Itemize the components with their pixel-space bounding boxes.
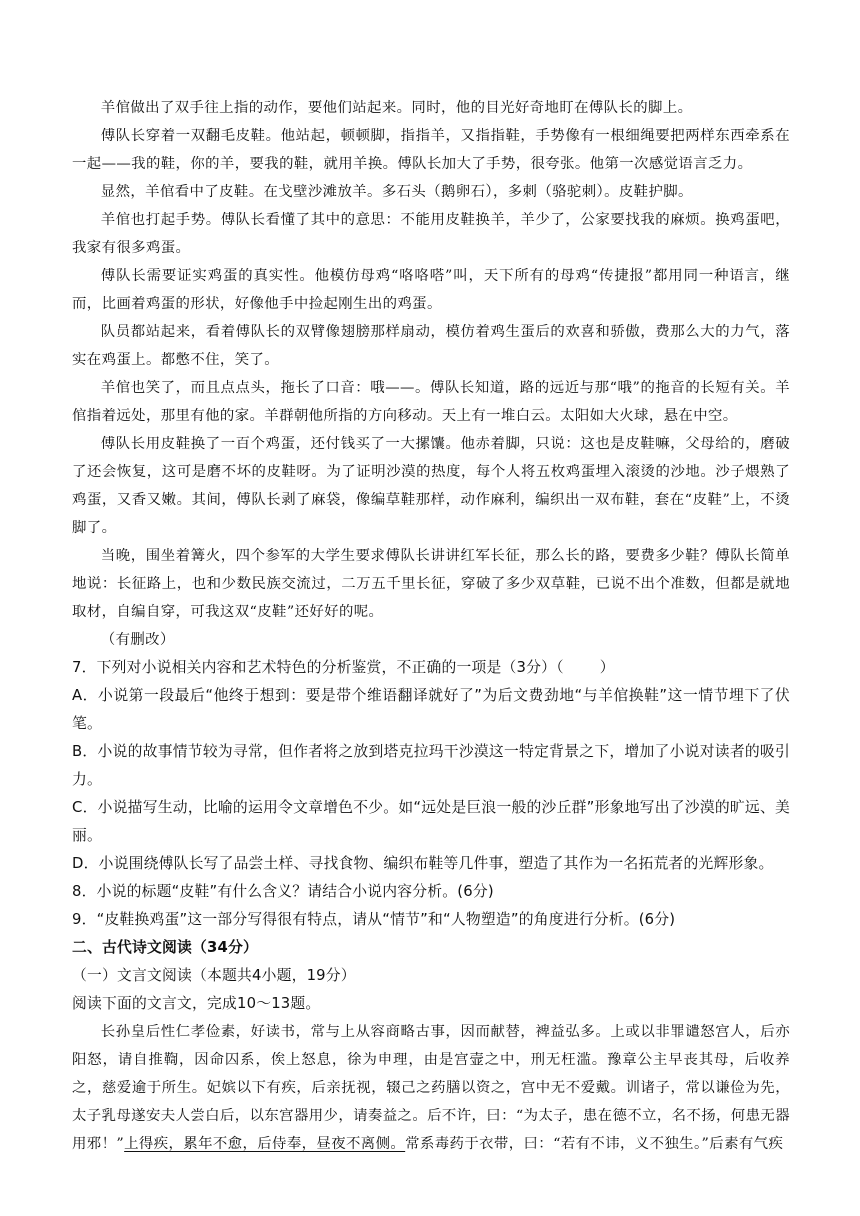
question-7-option-b: B．小说的故事情节较为寻常，但作者将之放到塔克拉玛干沙漠这一特定背景之下，增加了小说对读者的吸引力。 <box>72 743 790 788</box>
question-7-stem-text: 7．下列对小说相关内容和艺术特色的分析鉴赏，不正确的一项是（3分）（ <box>72 659 564 676</box>
story-paragraph: 傅队长穿着一双翻毛皮鞋。他站起，顿顿脚，指指羊，又指指鞋，手势像有一根细绳要把两样东西牵系在一起——我的鞋，你的羊，要我的鞋，就用羊换。傅队长加大了手势，很夸张。他第一次感觉语言乏力。 <box>72 128 790 172</box>
page <box>72 94 790 1158</box>
story-paragraph: 显然，羊倌看中了皮鞋。在戈壁沙滩放羊。多石头（鹅卵石），多刺（骆驼刺）。皮鞋护脚。 <box>100 184 693 200</box>
underlined-sentence: 上得疾，累年不愈，后侍奉，昼夜不离侧。 <box>124 1136 406 1152</box>
classical-text-after: 常系毒药于衣带，曰：“若有不讳，义不独生。”后素有气疾 <box>405 1136 784 1152</box>
question-7-option-a: A．小说第一段最后“他终于想到：要是带个维语翻译就好了”为后文费劲地“与羊倌换鞋”这一情节埋下了伏笔。 <box>72 687 790 732</box>
question-7-stem <box>72 654 790 682</box>
section-classical <box>72 934 790 1018</box>
story-paragraph: 当晚，围坐着篝火，四个参军的大学生要求傅队长讲讲红军长征，那么长的路，要费多少鞋？傅队长简单地说：长征路上，也和少数民族交流过，二万五千里长征，穿破了多少双草鞋，已说不出个准数，但都是就地取材，自编自穿，可我这双“皮鞋”还好好的呢。 <box>72 548 790 620</box>
story-paragraph: 羊倌做出了双手往上指的动作，要他们站起来。同时，他的目光好奇地盯在傅队长的脚上。 <box>100 100 693 116</box>
question-7-option-d: D．小说围绕傅队长写了品尝土样、寻找食物、编织布鞋等几件事，塑造了其作为一名拓荒者的光辉形象。 <box>72 855 774 872</box>
source-note: （有删改） <box>100 632 175 648</box>
question-9: 9．“皮鞋换鸡蛋”这一部分写得很有特点，请从“情节”和“人物塑造”的角度进行分析。(6分) <box>72 911 676 928</box>
story-paragraph: 傅队长需要证实鸡蛋的真实性。他模仿母鸡“咯咯嗒”叫，天下所有的母鸡“传捷报”都用同一种语言，继而，比画着鸡蛋的形状，好像他手中捡起刚生出的鸡蛋。 <box>72 268 790 312</box>
section-instruction: 阅读下面的文言文，完成10～13题。 <box>72 995 321 1012</box>
story-paragraph: 队员都站起来，看着傅队长的双臂像翅膀那样扇动，模仿着鸡生蛋后的欢喜和骄傲，费那么大的力气，落实在鸡蛋上。都憋不住，笑了。 <box>72 324 790 368</box>
classical-passage <box>72 1018 790 1158</box>
classical-paragraph <box>72 1018 790 1158</box>
story-paragraph: 傅队长用皮鞋换了一百个鸡蛋，还付钱买了一大摞馕。他赤着脚，只说：这也是皮鞋嘛，父母给的，磨破了还会恢复，这可是磨不坏的皮鞋呀。为了证明沙漠的热度，每个人将五枚鸡蛋埋入滚烫的沙地。沙子煨熟了鸡蛋，又香又嫩。其间，傅队长剥了麻袋，像编草鞋那样，动作麻利，编织出一双布鞋，套在“皮鞋”上，不烫脚了。 <box>72 436 790 536</box>
questions-block <box>72 654 790 934</box>
question-7-option-c: C．小说描写生动，比喻的运用令文章增色不少。如“远处是巨浪一般的沙丘群”形象地写出了沙漠的旷远、美丽。 <box>72 799 790 844</box>
question-8: 8．小说的标题“皮鞋”有什么含义？请结合小说内容分析。(6分) <box>72 883 494 900</box>
question-7-stem-close: ） <box>599 659 615 676</box>
classical-text-before: 长孙皇后性仁孝俭素，好读书，常与上从容商略古事，因而献替，裨益弘多。上或以非罪谴怒宫人，后亦阳怒，请自推鞫，因命囚系，俟上怒息，徐为申理，由是宫壸之中，刑无枉滥。豫章公主早丧其母，后收养之，慈爱逾于所生。妃嫔以下有疾，后亲抚视，辍己之药膳以资之，宫中无不爱戴。训诸子，常以谦俭为先，太子乳母遂安夫人尝白后，以东宫器用少，请奏益之。后不许，曰：“为太子，患在德不立，名不扬，何患无器用邪！” <box>72 1024 790 1152</box>
section-subheading: （一）文言文阅读（本题共4小题，19分） <box>72 967 356 984</box>
section-heading: 二、古代诗文阅读（34分） <box>72 939 258 956</box>
story-paragraph: 羊倌也打起手势。傅队长看懂了其中的意思：不能用皮鞋换羊，羊少了，公家要找我的麻烦。换鸡蛋吧，我家有很多鸡蛋。 <box>72 212 790 256</box>
story-passage <box>72 94 790 654</box>
story-paragraph: 羊倌也笑了，而且点点头，拖长了口音：哦——。傅队长知道，路的远近与那“哦”的拖音的长短有关。羊倌指着远处，那里有他的家。羊群朝他所指的方向移动。天上有一堆白云。太阳如大火球，悬在中空。 <box>72 380 790 424</box>
